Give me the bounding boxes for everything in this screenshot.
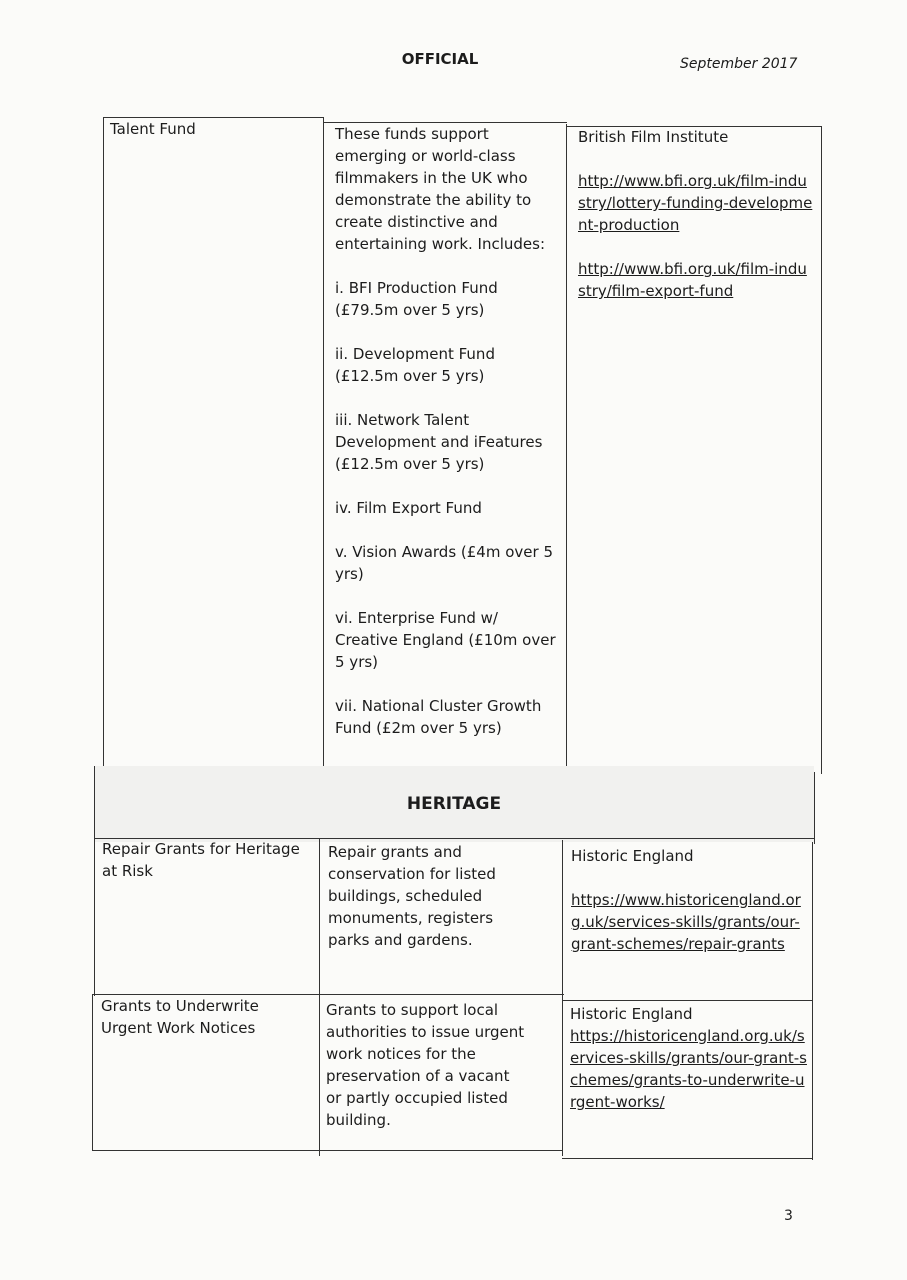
fund-description: Repair grants and conservation for listed buildings, scheduled monuments, registers parks and gardens. [328, 843, 496, 949]
column-divider [562, 840, 563, 1156]
provider-link[interactable]: https://www.historicengland.org.uk/services-skills/grants/our-grant-schemes/repair-grants [571, 891, 801, 953]
fund-item: iv. Film Export Fund [335, 499, 482, 517]
table-border-bottom [92, 1150, 562, 1151]
provider-name: Historic England [570, 1005, 693, 1023]
classification-marking: OFFICIAL [401, 50, 479, 68]
fund-description-cell [335, 123, 563, 739]
table-border-left [103, 117, 104, 767]
provider-link[interactable]: http://www.bfi.org.uk/film-industry/film-export-fund [578, 260, 807, 300]
fund-description-cell [326, 999, 526, 1131]
fund-name: Grants to Underwrite Urgent Work Notices [101, 997, 259, 1037]
fund-item: iii. Network Talent Development and iFeatures (£12.5m over 5 yrs) [335, 411, 543, 473]
fund-name: Repair Grants for Heritage at Risk [102, 840, 300, 880]
fund-provider-cell [578, 126, 814, 302]
fund-name: Talent Fund [110, 120, 196, 138]
row-divider [562, 1000, 812, 1001]
fund-item: i. BFI Production Fund (£79.5m over 5 yrs) [335, 279, 498, 319]
column-divider [566, 124, 567, 772]
table-border-right [812, 842, 813, 1160]
provider-link[interactable]: https://historicengland.org.uk/services-skills/grants/our-grant-schemes/grants-to-underwrite-urgent-works/ [570, 1027, 807, 1111]
provider-link[interactable]: http://www.bfi.org.uk/film-industry/lottery-funding-development-production [578, 172, 813, 234]
fund-item: vi. Enterprise Fund w/ Creative England (£10m over 5 yrs) [335, 609, 556, 671]
table-border-bottom [562, 1158, 812, 1159]
table-row [110, 118, 310, 140]
page-number: 3 [784, 1208, 793, 1224]
provider-name: British Film Institute [578, 128, 729, 146]
table-row [102, 838, 307, 882]
fund-description: Grants to support local authorities to issue urgent work notices for the preservation of a vacant or partly occupied listed building. [326, 1001, 525, 1129]
table-border-left [92, 994, 93, 1150]
fund-provider-cell [571, 845, 807, 955]
table-border-right [814, 772, 815, 844]
table-row [101, 995, 301, 1039]
provider-name: Historic England [571, 847, 694, 865]
fund-item: v. Vision Awards (£4m over 5 yrs) [335, 543, 553, 583]
document-date: September 2017 [680, 56, 798, 72]
column-divider [319, 838, 320, 1156]
fund-description: These funds support emerging or world-class filmmakers in the UK who demonstrate the ability to create distinctive and entertaining work. Includes: [335, 125, 546, 253]
fund-item: ii. Development Fund (£12.5m over 5 yrs) [335, 345, 495, 385]
column-divider [323, 117, 324, 767]
table-border-right [821, 126, 822, 774]
fund-description-cell [328, 841, 516, 951]
fund-provider-cell [570, 1003, 808, 1113]
fund-item: vii. National Cluster Growth Fund (£2m over 5 yrs) [335, 697, 542, 737]
table-border-left [94, 838, 95, 996]
section-title: HERITAGE [406, 794, 502, 814]
